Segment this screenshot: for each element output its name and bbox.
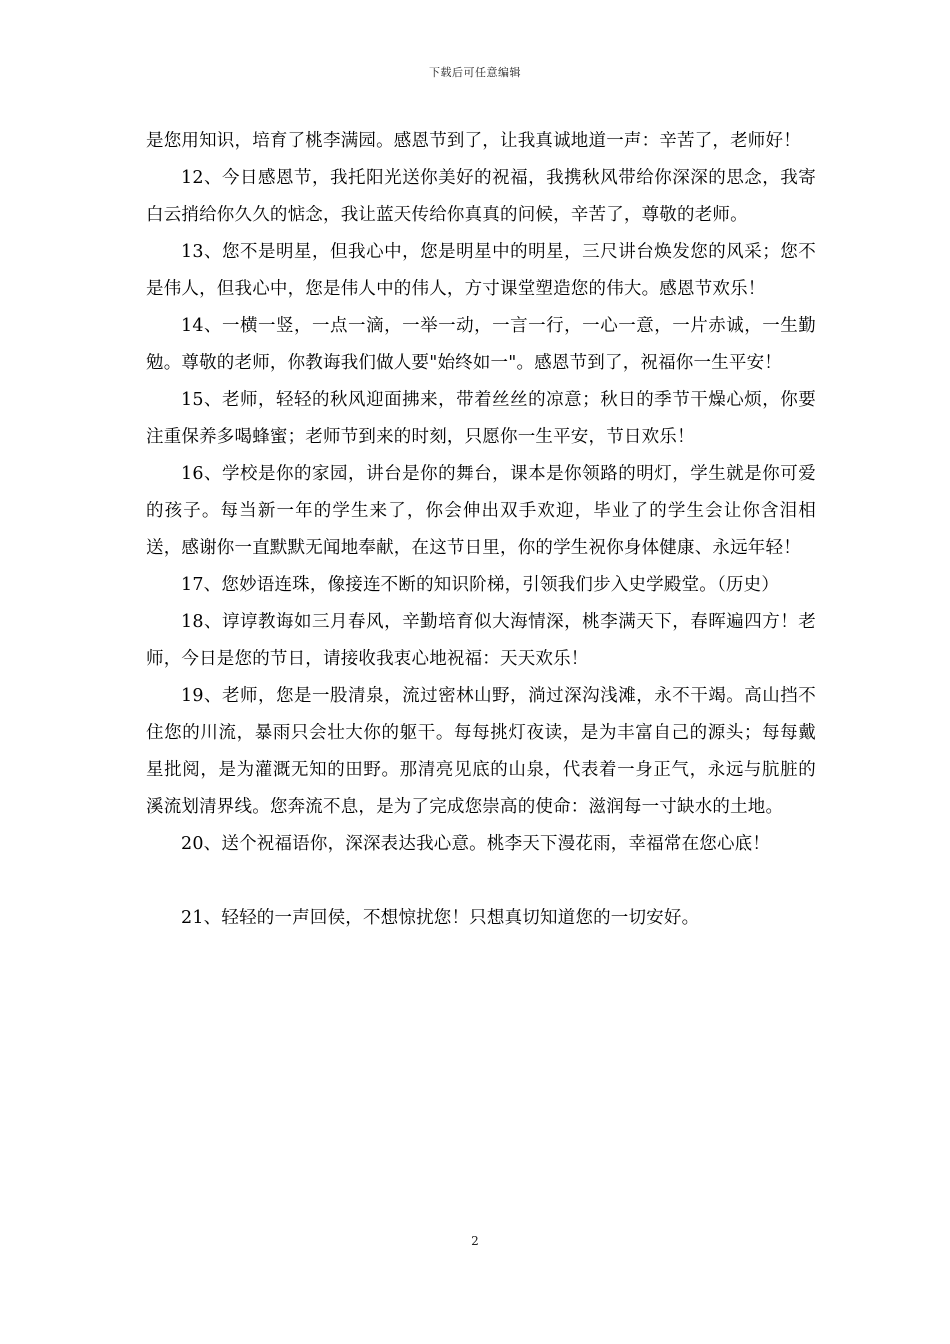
paragraph-15: 15、老师，轻轻的秋风迎面拂来，带着丝丝的凉意；秋日的季节干燥心烦，你要注重保养多喝蜂蜜；老师节到来的时刻，只愿你一生平安，节日欢乐！ [146,390,816,447]
paragraph-20: 20、送个祝福语你，深深表达我心意。桃李天下漫花雨，幸福常在您心底！ [181,834,771,854]
paragraph-16: 16、学校是你的家园，讲台是你的舞台，课本是你领路的明灯，学生就是你可爱的孩子。每当新一年的学生来了，你会伸出双手欢迎，毕业了的学生会让你含泪相送，感谢你一直默默无闻地奉献，在这节日里，你的学生祝你身体健康、永远年轻！ [146,464,816,558]
paragraph-continuation: 是您用知识，培育了桃李满园。感恩节到了，让我真诚地道一声：辛苦了，老师好！ [146,131,801,151]
paragraph-21: 21、轻轻的一声回侯，不想惊扰您！只想真切知道您的一切安好。 [181,908,700,928]
paragraph-18: 18、谆谆教诲如三月春风，辛勤培育似大海情深，桃李满天下，春晖遍四方！老师，今日是您的节日，请接收我衷心地祝福：天天欢乐！ [146,612,816,669]
paragraph-12: 12、今日感恩节，我托阳光送你美好的祝福，我携秋风带给你深深的思念，我寄白云捎给你久久的惦念，我让蓝天传给你真真的问候，辛苦了，尊敬的老师。 [146,168,816,225]
paragraph-spacer [146,863,816,900]
paragraph-13: 13、您不是明星，但我心中，您是明星中的明星，三尺讲台焕发您的风采；您不是伟人，但我心中，您是伟人中的伟人，方寸课堂塑造您的伟大。感恩节欢乐！ [146,242,816,299]
body-text [146,123,816,937]
page-number: 2 [471,1234,479,1248]
page-header: 下载后可任意编辑 [429,66,521,79]
paragraph-19: 19、老师，您是一股清泉，流过密林山野，淌过深沟浅滩，永不干竭。高山挡不住您的川流，暴雨只会壮大你的躯干。每每挑灯夜读，是为丰富自己的源头；每每戴星批阅，是为灌溉无知的田野。那清亮见底的山泉，代表着一身正气，永远与肮脏的溪流划清界线。您奔流不息，是为了完成您崇高的使命：滋润每一寸缺水的土地。 [146,686,816,817]
paragraph-14: 14、一横一竖，一点一滴，一举一动，一言一行，一心一意，一片赤诚，一生勤勉。尊敬的老师，你教诲我们做人要"始终如一"。感恩节到了，祝福你一生平安！ [146,316,816,373]
paragraph-17: 17、您妙语连珠，像接连不断的知识阶梯，引领我们步入史学殿堂。（历史） [181,575,780,595]
